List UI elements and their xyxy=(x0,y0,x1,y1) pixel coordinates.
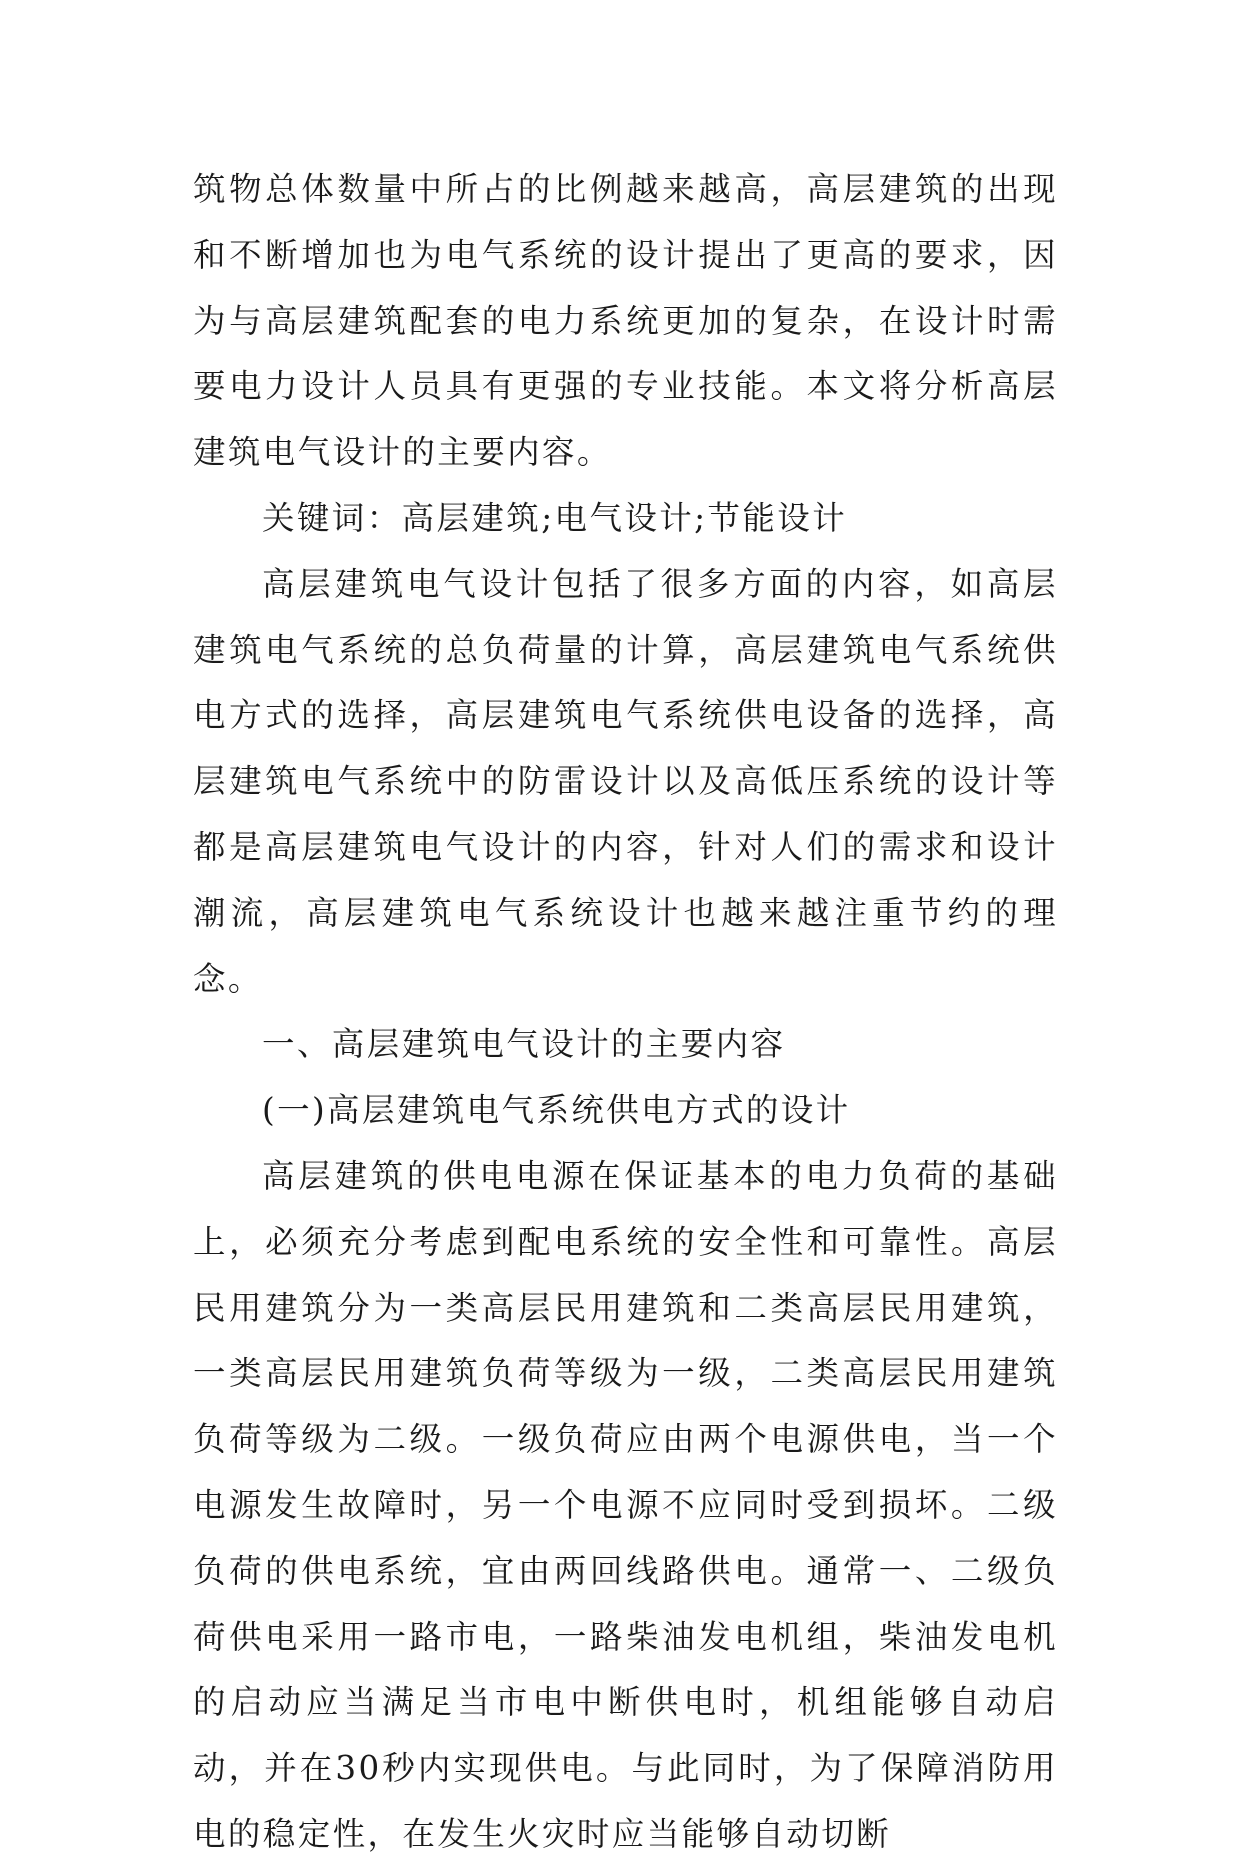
paragraph-intro: 高层建筑电气设计包括了很多方面的内容，如高层建筑电气系统的总负荷量的计算，高层建筑电气系统供电方式的选择，高层建筑电气系统供电设备的选择，高层建筑电气系统中的防雷设计以及高低压系统的设计等都是高层建筑电气设计的内容，针对人们的需求和设计潮流，高层建筑电气系统设计也越来越注重节约的理念。 xyxy=(193,564,1058,998)
section-heading: 一、高层建筑电气设计的主要内容 xyxy=(262,1025,786,1064)
body-text xyxy=(193,157,1058,1868)
keywords-line: 关键词：高层建筑;电气设计;节能设计 xyxy=(262,498,848,537)
paragraph-continuation: 筑物总体数量中所占的比例越来越高，高层建筑的出现和不断增加也为电气系统的设计提出了更高的要求，因为与高层建筑配套的电力系统更加的复杂，在设计时需要电力设计人员具有更强的专业技能。本文将分析高层建筑电气设计的主要内容。 xyxy=(193,170,1058,472)
paragraph-power-supply: 高层建筑的供电电源在保证基本的电力负荷的基础上，必须充分考虑到配电系统的安全性和可靠性。高层民用建筑分为一类高层民用建筑和二类高层民用建筑，一类高层民用建筑负荷等级为一级，二类高层民用建筑负荷等级为二级。一级负荷应由两个电源供电，当一个电源发生故障时，另一个电源不应同时受到损坏。二级负荷的供电系统，宜由两回线路供电。通常一、二级负荷供电采用一路市电，一路柴油发电机组，柴油发电机的启动应当满足当市电中断供电时，机组能够自动启动，并在30秒内实现供电。与此同时，为了保障消防用电的稳定性，在发生火灾时应当能够自动切断 xyxy=(193,1156,1058,1853)
subsection-heading: (一)高层建筑电气系统供电方式的设计 xyxy=(262,1091,851,1130)
